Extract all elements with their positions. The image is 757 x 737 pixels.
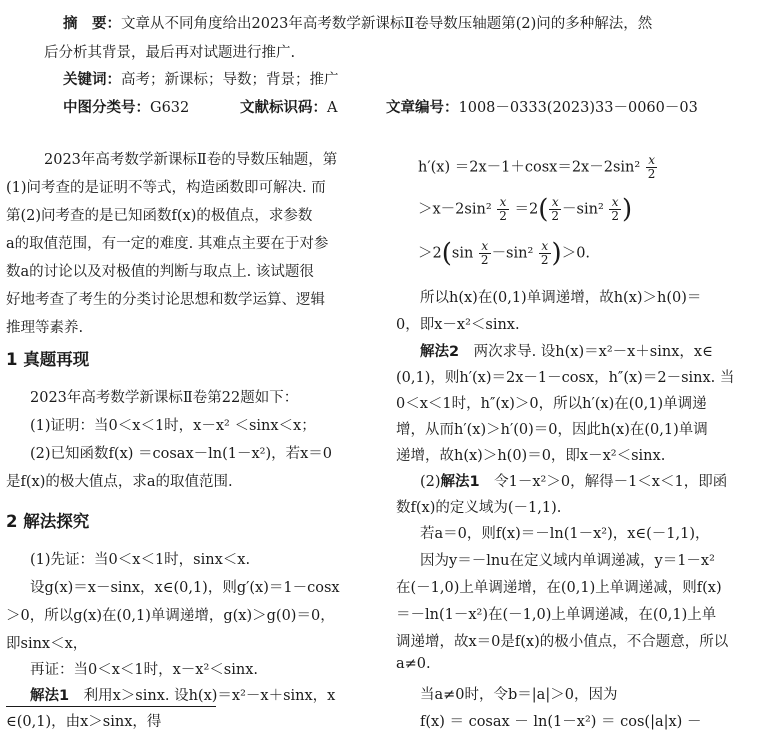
art-value: 1008－0333(2023)33－0060－03 — [458, 100, 698, 116]
fraction-x-over-2 — [646, 154, 658, 181]
section-2-line-2: 设g(x)＝x－sinx，x∈(0,1)，则g′(x)＝1－cosx — [30, 580, 340, 596]
eq3-tail: ＞0. — [561, 245, 591, 262]
clc-label: 中图分类号： — [63, 100, 150, 116]
keywords-label: 关键词： — [63, 72, 121, 88]
eq3-left: ＞2 — [418, 245, 442, 262]
intro-line-6: 好地考查了考生的分类讨论思想和数学运算、逻辑 — [6, 292, 325, 308]
equation-line-2 — [418, 196, 632, 223]
fraction-x-over-2 — [479, 240, 491, 267]
frac-den: 2 — [551, 209, 560, 223]
method-1-text: 利用x＞sinx. 设h(x)＝x²－x＋sinx，x — [69, 688, 336, 704]
part-2-prefix: (2) — [420, 474, 441, 490]
section-2-title: 2 解法探究 — [6, 512, 90, 531]
section-1-title: 1 真题再现 — [6, 350, 90, 369]
part-2-line-2: 数f(x)的定义域为(－1,1). — [396, 500, 562, 516]
intro-line-3: 第(2)问考查的是已知函数f(x)的极值点，求参数 — [6, 208, 313, 224]
equation-line-3 — [418, 240, 590, 267]
method-1-label: 解法1 — [30, 688, 70, 704]
footnote-rule — [6, 706, 216, 707]
method-2-label: 解法2 — [420, 344, 460, 360]
fraction-x-over-2 — [539, 240, 551, 267]
art-label: 文章编号： — [386, 100, 459, 116]
fraction-x-over-2 — [497, 196, 509, 223]
frac-num: x — [479, 240, 491, 254]
paren-left: ( — [538, 194, 549, 225]
doc-code — [240, 96, 337, 117]
frac-den: 2 — [540, 253, 549, 267]
part-2-line-3: 若a＝0，则f(x)＝－ln(1－x²)，x∈(－1,1)， — [420, 526, 710, 542]
frac-num: x — [539, 240, 551, 254]
frac-den: 2 — [611, 209, 620, 223]
frac-den: 2 — [480, 253, 489, 267]
eq2-left: ＞x－2sin² — [418, 201, 492, 218]
part-2-line-8: a≠0. — [396, 656, 431, 672]
method-2-line-2: (0,1)，则h′(x)＝2x－1－cosx，h″(x)＝2－sinx. 当 — [396, 370, 735, 386]
intro-line-2: (1)问考查的是证明不等式，构造函数即可解决. 而 — [6, 180, 326, 196]
eq2-inner: －sin² — [562, 201, 604, 218]
part-2-label: 解法1 — [440, 474, 480, 490]
frac-num: x — [497, 196, 509, 210]
method-2-line-4: 增，从而h′(x)＞h′(0)＝0，因此h(x)在(0,1)单调 — [396, 422, 708, 438]
intro-line-4: a的取值范围，有一定的难度. 其难点主要在于对参 — [6, 236, 329, 252]
section-2-line-3: ＞0，所以g(x)在(0,1)单调递增，g(x)＞g(0)＝0， — [6, 608, 335, 624]
method-2-line-1 — [420, 340, 713, 361]
right-line-2: 0，即x－x²＜sinx. — [396, 317, 520, 333]
method-2-line-5: 递增，故h(x)＞h(0)＝0，即x－x²＜sinx. — [396, 448, 666, 464]
part-2-line-7: 调递增，故x＝0是f(x)的极小值点，不合题意，所以 — [396, 634, 729, 650]
keywords-text: 高考；新课标；导数；背景；推广 — [121, 72, 339, 88]
method-2-line-3: 0＜x＜1时，h″(x)＞0，所以h′(x)在(0,1)单调递 — [396, 396, 707, 412]
fraction-x-over-2 — [549, 196, 561, 223]
part-2-line-6: ＝－ln(1－x²)在(－1,0)上单调递减，在(0,1)上单 — [396, 607, 717, 623]
classification-line — [63, 96, 189, 117]
equation-line-1 — [418, 154, 658, 181]
paren-left: ( — [441, 238, 452, 269]
section-2-line-4: 即sinx＜x， — [6, 636, 88, 652]
part-2-line-5: 在(－1,0)上单调递增，在(0,1)上单调递减，则f(x) — [396, 580, 722, 596]
intro-line-1: 2023年高考数学新课标Ⅱ卷的导数压轴题，第 — [44, 152, 338, 168]
section-1-line-4: 是f(x)的极大值点，求a的取值范围. — [6, 474, 233, 490]
intro-line-5: 数a的讨论以及对极值的判断与取点上. 该试题很 — [6, 264, 314, 280]
part-2-line-9: 当a≠0时，令b＝|a|＞0，因为 — [420, 687, 618, 703]
abstract-line-1 — [63, 12, 652, 33]
abstract-label: 摘 要： — [63, 16, 121, 32]
doc-value: A — [327, 100, 338, 116]
frac-den: 2 — [647, 167, 656, 181]
section-2-line-5: 再证：当0＜x＜1时，x－x²＜sinx. — [30, 662, 258, 678]
eq1-left: h′(x) ＝2x－1＋cosx＝2x－2sin² — [418, 159, 641, 176]
article-number — [386, 96, 698, 117]
fraction-x-over-2 — [609, 196, 621, 223]
part-2-line-4: 因为y＝－lnu在定义域内单调递减，y＝1－x² — [420, 553, 715, 569]
keywords-line — [63, 68, 339, 89]
section-1-line-2: (1)证明：当0＜x＜1时，x－x² ＜sinx＜x； — [30, 418, 316, 434]
clc-value: G632 — [150, 100, 190, 116]
part-2-line-1 — [420, 470, 727, 491]
abstract-line-2: 后分析其背景，最后再对试题进行推广. — [44, 45, 296, 61]
eq3-inner-b: －sin² — [491, 245, 534, 262]
frac-num: x — [646, 154, 658, 168]
paren-right: ) — [551, 238, 562, 269]
method-2-text: 两次求导. 设h(x)＝x²－x＋sinx，x∈ — [459, 344, 713, 360]
method-1-line-1 — [30, 684, 335, 705]
frac-den: 2 — [499, 209, 507, 223]
frac-num: x — [549, 196, 561, 210]
method-1-line-2: ∈(0,1)，由x＞sinx，得 — [6, 714, 162, 730]
part-2-text: 令1－x²＞0，解得－1＜x＜1，即函 — [479, 474, 728, 490]
paren-right: ) — [622, 194, 633, 225]
doc-label: 文献标识码： — [240, 100, 327, 116]
abstract-text-1: 文章从不同角度给出2023年高考数学新课标Ⅱ卷导数压轴题第(2)问的多种解法，然 — [121, 16, 653, 32]
eq3-inner-a: sin — [451, 245, 474, 262]
part-2-line-10: f(x) ＝ cosax － ln(1－x²) ＝ cos(|a|x) － — [420, 714, 702, 730]
intro-line-7: 推理等素养. — [6, 320, 84, 336]
right-line-1: 所以h(x)在(0,1)单调递增，故h(x)＞h(0)＝ — [420, 290, 702, 306]
frac-num: x — [609, 196, 621, 210]
section-1-line-1: 2023年高考数学新课标Ⅱ卷第22题如下： — [30, 390, 299, 406]
section-2-line-1: (1)先证：当0＜x＜1时，sinx＜x. — [30, 552, 251, 568]
section-1-line-3: (2)已知函数f(x) ＝cosax－ln(1－x²)，若x＝0 — [30, 446, 333, 462]
eq2-mid: ＝2 — [514, 201, 539, 218]
